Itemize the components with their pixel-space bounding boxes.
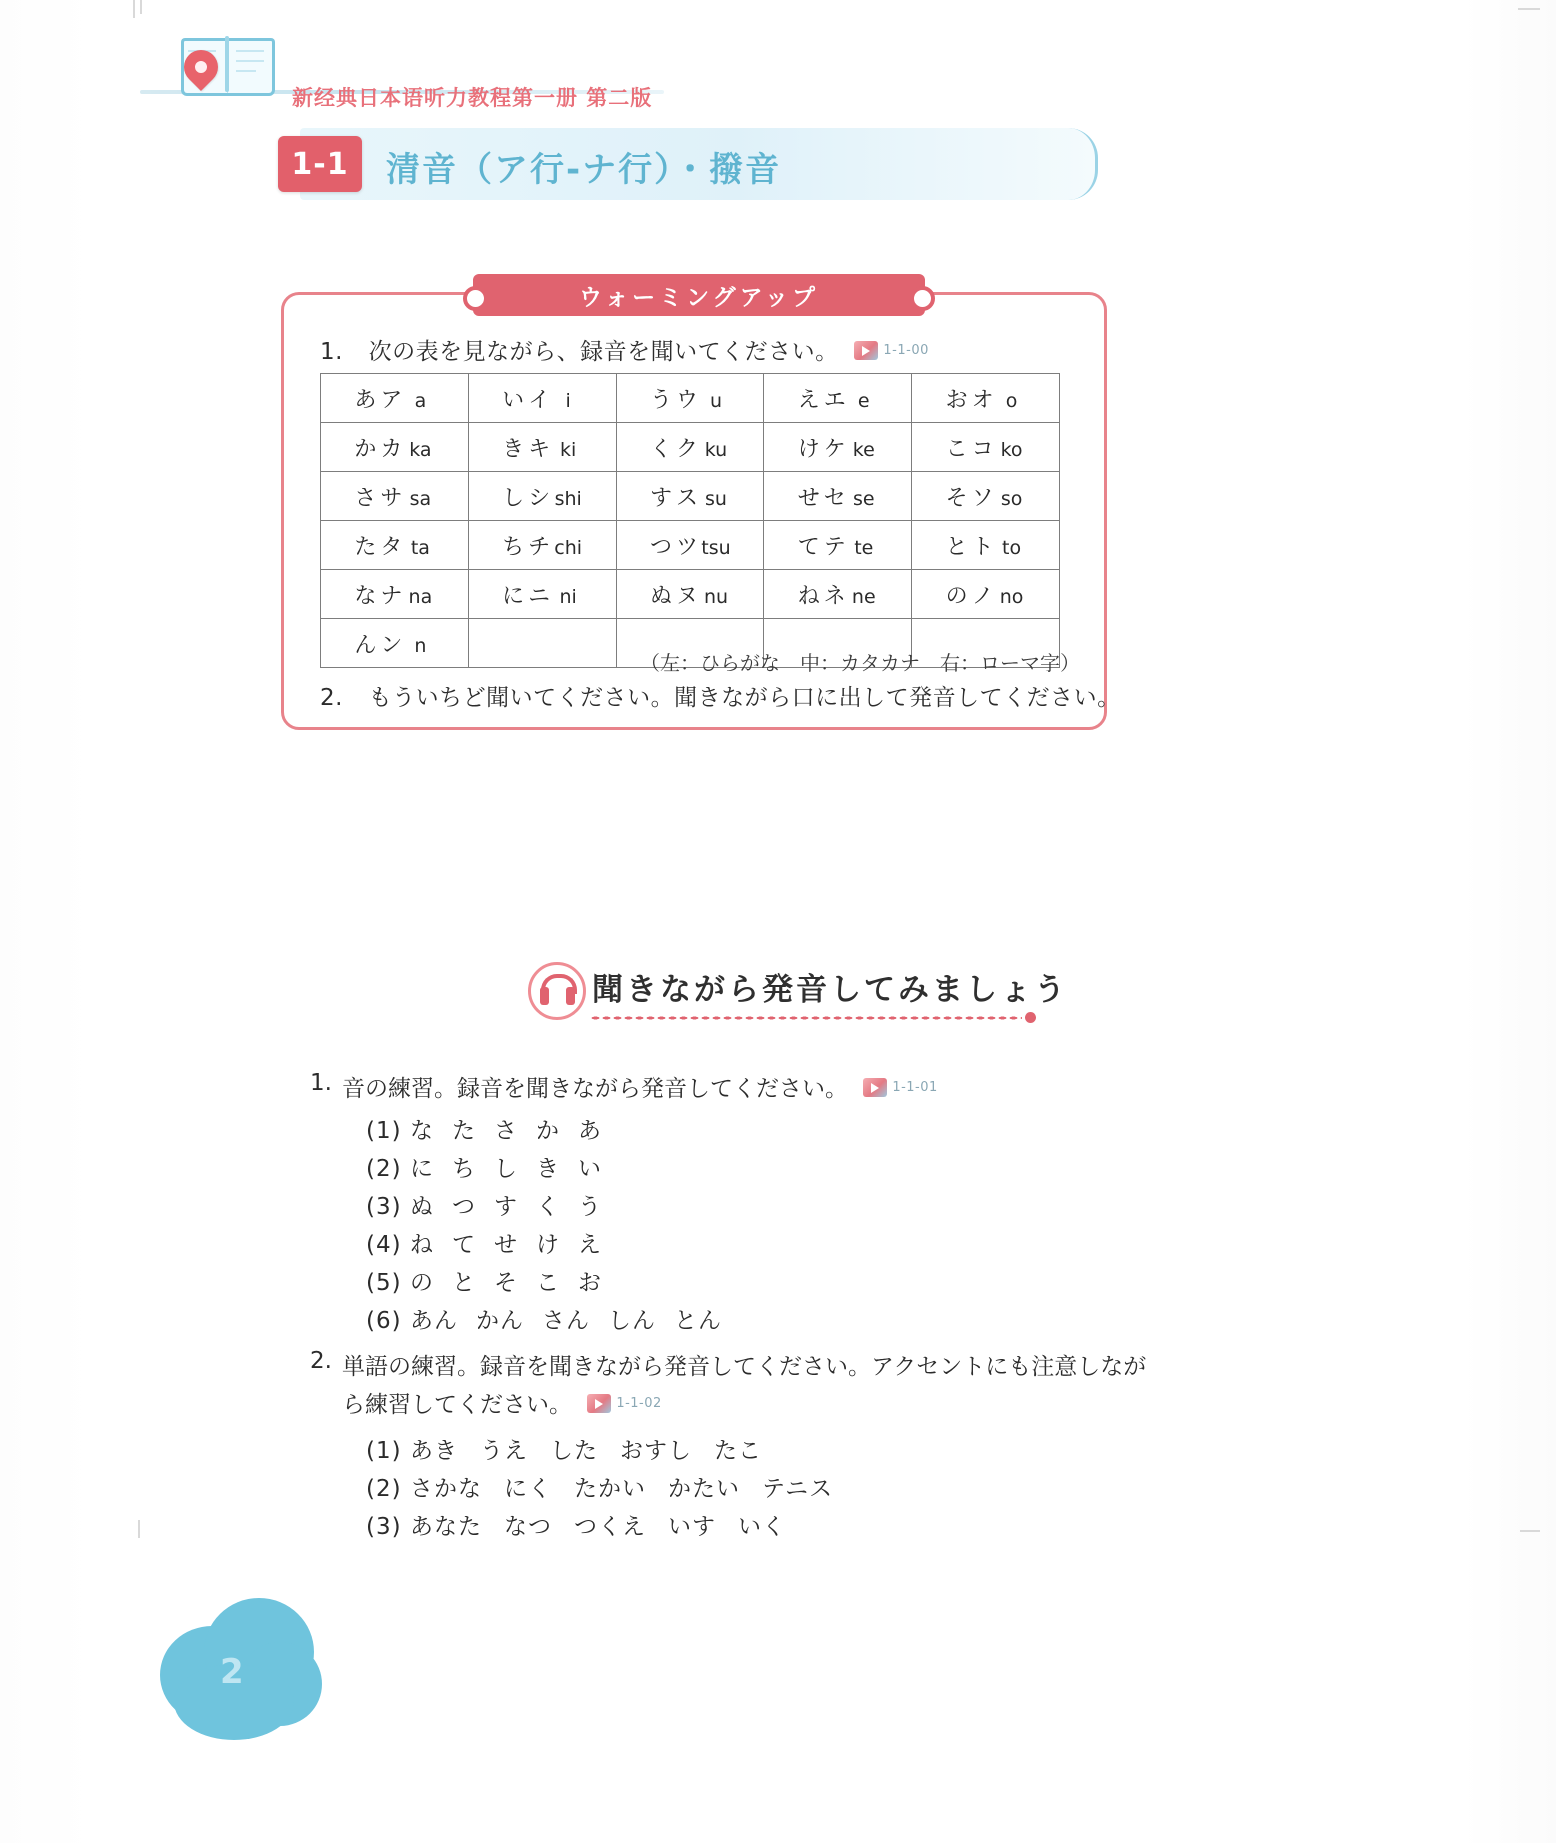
- hiragana-char: と: [945, 534, 968, 560]
- practice-heading-text: 聞きながら発音してみましょう: [592, 972, 1068, 1008]
- hiragana-char: ち: [502, 534, 525, 560]
- scan-artifact: [138, 1520, 140, 1538]
- romaji-char: n: [414, 634, 427, 657]
- item-token: に: [410, 1156, 434, 1182]
- romaji-char: te: [854, 536, 874, 559]
- exercise-2-items: [366, 1432, 855, 1546]
- hiragana-char: し: [502, 485, 525, 511]
- hiragana-char: い: [502, 387, 525, 413]
- katakana-char: ノ: [971, 583, 994, 609]
- item-token: け: [536, 1232, 560, 1258]
- item-token: にく: [504, 1476, 552, 1502]
- item-token: うえ: [480, 1438, 528, 1464]
- item-label: (4): [366, 1232, 402, 1258]
- item-token: う: [578, 1194, 602, 1220]
- item-token: い: [578, 1156, 602, 1182]
- katakana-char: ク: [675, 436, 698, 462]
- kana-table-cell: [912, 570, 1060, 619]
- warming-up-card: [281, 284, 1121, 730]
- kana-table-cell: [912, 472, 1060, 521]
- item-label: (1): [366, 1118, 402, 1144]
- romaji-char: ku: [704, 438, 728, 461]
- romaji-char: u: [709, 389, 722, 412]
- katakana-char: イ: [528, 387, 551, 413]
- kana-table-row: [321, 521, 1060, 570]
- hiragana-char: ぬ: [649, 583, 672, 609]
- exercise-item-line: [366, 1150, 740, 1188]
- item-token: たかい: [574, 1476, 646, 1502]
- kana-table-cell: [468, 374, 616, 423]
- romaji-char: shi: [554, 487, 582, 510]
- exercise-item-line: [366, 1264, 740, 1302]
- item-token: テニス: [762, 1476, 834, 1502]
- item-token: なつ: [504, 1514, 552, 1540]
- hiragana-char: き: [502, 436, 525, 462]
- exercise-2-stem-line1: 単語の練習。録音を聞きながら発音してください。アクセントにも注意しなが: [342, 1354, 1147, 1380]
- item-token: す: [494, 1194, 518, 1220]
- item-token: さん: [542, 1308, 590, 1334]
- kana-table-cell: [764, 472, 912, 521]
- kana-table-row: [321, 570, 1060, 619]
- hiragana-char: さ: [354, 485, 377, 511]
- kana-table-cell: [616, 570, 764, 619]
- kana-table-cell: [912, 374, 1060, 423]
- hiragana-char: た: [354, 534, 377, 560]
- exercise-item-line: [366, 1188, 740, 1226]
- item-token: かたい: [668, 1476, 740, 1502]
- item-token: し: [494, 1156, 518, 1182]
- scan-artifact: [133, 0, 135, 18]
- romaji-char: i: [565, 389, 571, 412]
- hiragana-char: お: [945, 387, 968, 413]
- katakana-char: シ: [528, 485, 551, 511]
- katakana-char: コ: [971, 436, 994, 462]
- katakana-char: ト: [971, 534, 994, 560]
- warmup-q1-text: 次の表を見ながら、録音を聞いてください。: [368, 339, 839, 365]
- item-label: (3): [366, 1194, 402, 1220]
- item-token: さ: [494, 1118, 518, 1144]
- item-token: とん: [674, 1308, 722, 1334]
- audio-tag-ex1[interactable]: [863, 1078, 937, 1097]
- warmup-question-1: [320, 333, 929, 366]
- romaji-char: chi: [554, 536, 583, 559]
- hiragana-char: せ: [797, 485, 820, 511]
- katakana-char: タ: [380, 534, 403, 560]
- item-token: の: [410, 1270, 434, 1296]
- katakana-char: ス: [675, 485, 698, 511]
- kana-table-cell: [912, 521, 1060, 570]
- hiragana-char: の: [945, 583, 968, 609]
- katakana-char: ア: [380, 387, 403, 413]
- hiragana-char: な: [354, 583, 377, 609]
- romaji-char: ni: [559, 585, 577, 608]
- exercise-2-stem-line2: [342, 1386, 662, 1419]
- romaji-char: ne: [851, 585, 876, 608]
- hiragana-char: そ: [945, 485, 968, 511]
- romaji-char: so: [1000, 487, 1023, 510]
- item-token: いく: [738, 1514, 786, 1540]
- lesson-title-bar: [291, 128, 1098, 200]
- item-token: しん: [608, 1308, 656, 1334]
- kana-table-cell: [468, 423, 616, 472]
- audio-play-icon: [854, 341, 878, 360]
- exercise-item-line: [366, 1432, 855, 1470]
- kana-table-cell: [616, 521, 764, 570]
- katakana-char: ケ: [823, 436, 846, 462]
- romaji-char: ki: [560, 438, 577, 461]
- romaji-char: no: [999, 585, 1024, 608]
- warmup-q2-number: 2.: [320, 685, 343, 711]
- katakana-char: キ: [528, 436, 551, 462]
- hiragana-char: え: [797, 387, 820, 413]
- scan-artifact: [1520, 1530, 1540, 1532]
- romaji-char: o: [1005, 389, 1018, 412]
- audio-code: 1-1-02: [616, 1396, 662, 1411]
- item-token: き: [536, 1156, 560, 1182]
- item-token: たこ: [714, 1438, 762, 1464]
- headphone-icon: [528, 962, 586, 1020]
- exercise-1-stem: [342, 1070, 938, 1103]
- kana-table-cell: [764, 570, 912, 619]
- warmup-question-2: [320, 679, 1121, 712]
- warmup-q1-number: 1.: [320, 339, 343, 365]
- item-token: いす: [668, 1514, 716, 1540]
- item-token: と: [452, 1270, 476, 1296]
- kana-table-cell: [321, 521, 469, 570]
- exercise-item-line: [366, 1302, 740, 1340]
- exercise-item-line: [366, 1508, 855, 1546]
- item-token: ち: [452, 1156, 476, 1182]
- kana-table-note: （左：ひらがな 中：カタカナ 右：ローマ字）: [640, 651, 1080, 675]
- audio-play-icon: [863, 1078, 887, 1097]
- item-token: た: [452, 1118, 476, 1144]
- item-token: つ: [452, 1194, 476, 1220]
- item-label: (2): [366, 1476, 402, 1502]
- audio-code: 1-1-01: [892, 1080, 938, 1095]
- audio-play-icon: [587, 1394, 611, 1413]
- katakana-char: ネ: [823, 583, 846, 609]
- kana-table-row: [321, 472, 1060, 521]
- kana-table-cell: [321, 423, 469, 472]
- item-label: (3): [366, 1514, 402, 1540]
- kana-table-cell: [616, 472, 764, 521]
- item-token: かん: [476, 1308, 524, 1334]
- item-token: した: [550, 1438, 598, 1464]
- warmup-q2-text: もういちど聞いてください。聞きながら口に出して発音してください。: [368, 685, 1121, 711]
- kana-table-cell: [321, 472, 469, 521]
- hiragana-char: ね: [797, 583, 820, 609]
- katakana-char: セ: [823, 485, 846, 511]
- romaji-char: nu: [703, 585, 729, 608]
- romaji-char: se: [852, 487, 875, 510]
- romaji-char: ta: [410, 536, 430, 559]
- katakana-char: ン: [380, 632, 403, 658]
- romaji-char: e: [857, 389, 870, 412]
- item-token: え: [578, 1232, 602, 1258]
- book-title: 新经典日本语听力教程第一册 第二版: [292, 86, 653, 110]
- romaji-char: na: [408, 585, 433, 608]
- scan-artifact: [1518, 8, 1540, 10]
- hiragana-char: す: [649, 485, 672, 511]
- kana-table-row: [321, 374, 1060, 423]
- hiragana-char: く: [649, 436, 672, 462]
- practice-section-heading: [520, 960, 1068, 1030]
- kana-table-row: [321, 423, 1060, 472]
- item-token: て: [452, 1232, 476, 1258]
- exercise-item-line: [366, 1470, 855, 1508]
- item-token: あき: [410, 1438, 458, 1464]
- item-token: あ: [578, 1118, 602, 1144]
- romaji-char: tsu: [701, 536, 731, 559]
- katakana-char: カ: [380, 436, 403, 462]
- katakana-char: サ: [380, 485, 403, 511]
- hiragana-char: う: [649, 387, 672, 413]
- katakana-char: ナ: [380, 583, 403, 609]
- romaji-char: sa: [409, 487, 432, 510]
- kana-table-cell: [616, 423, 764, 472]
- exercise-item-line: [366, 1112, 740, 1150]
- kana-table-cell: [468, 619, 616, 668]
- kana-table-cell: [468, 521, 616, 570]
- kana-table-cell: [468, 472, 616, 521]
- page-number-cloud: [150, 1590, 340, 1750]
- romaji-char: a: [414, 389, 427, 412]
- lesson-number: 1-1: [278, 136, 362, 192]
- exercise-2-number: 2.: [310, 1348, 332, 1374]
- lesson-title: 清音（ア行-ナ行）・撥音: [386, 150, 782, 190]
- item-label: (1): [366, 1438, 402, 1464]
- item-token: な: [410, 1118, 434, 1144]
- hiragana-char: け: [797, 436, 820, 462]
- kana-table-cell: [321, 374, 469, 423]
- katakana-char: ウ: [675, 387, 698, 413]
- romaji-char: ke: [852, 438, 875, 461]
- romaji-char: su: [705, 487, 727, 510]
- audio-tag-q1[interactable]: [854, 341, 928, 360]
- kana-table-cell: [321, 570, 469, 619]
- romaji-char: ko: [1000, 438, 1023, 461]
- katakana-char: テ: [823, 534, 846, 560]
- hiragana-char: つ: [649, 534, 672, 560]
- heading-underline: [590, 1016, 1022, 1020]
- item-token: そ: [494, 1270, 518, 1296]
- exercise-1-stem-text: 音の練習。録音を聞きながら発音してください。: [342, 1076, 848, 1102]
- item-token: ぬ: [410, 1194, 434, 1220]
- item-token: か: [536, 1118, 560, 1144]
- item-token: せ: [494, 1232, 518, 1258]
- hiragana-char: あ: [354, 387, 377, 413]
- item-label: (6): [366, 1308, 402, 1334]
- kana-table-cell: [468, 570, 616, 619]
- hiragana-char: か: [354, 436, 377, 462]
- item-token: こ: [536, 1270, 560, 1296]
- kana-table-cell: [764, 521, 912, 570]
- item-label: (2): [366, 1156, 402, 1182]
- katakana-char: オ: [971, 387, 994, 413]
- hiragana-char: て: [797, 534, 820, 560]
- katakana-char: チ: [528, 534, 551, 560]
- item-token: あん: [410, 1308, 458, 1334]
- katakana-char: ソ: [971, 485, 994, 511]
- romaji-char: to: [1002, 536, 1022, 559]
- hiragana-char: に: [502, 583, 525, 609]
- exercise-1-number: 1.: [310, 1070, 332, 1096]
- katakana-char: ニ: [528, 583, 551, 609]
- kana-table-cell: [616, 374, 764, 423]
- hiragana-char: こ: [945, 436, 968, 462]
- audio-tag-ex2[interactable]: [587, 1394, 661, 1413]
- running-header: [140, 24, 700, 110]
- kana-table-cell: [764, 374, 912, 423]
- item-token: く: [536, 1194, 560, 1220]
- exercise-1-items: [366, 1112, 740, 1340]
- item-label: (5): [366, 1270, 402, 1296]
- page-number: 2: [220, 1652, 244, 1692]
- kana-table-cell: [764, 423, 912, 472]
- exercise-2-stem-line2-text: ら練習してください。: [342, 1392, 572, 1418]
- katakana-char: ヌ: [675, 583, 698, 609]
- item-token: おすし: [620, 1438, 692, 1464]
- item-token: つくえ: [574, 1514, 646, 1540]
- audio-code: 1-1-00: [883, 343, 929, 358]
- item-token: あなた: [410, 1514, 482, 1540]
- exercise-item-line: [366, 1226, 740, 1264]
- item-token: お: [578, 1270, 602, 1296]
- item-token: ね: [410, 1232, 434, 1258]
- warming-up-banner: ウォーミングアップ: [473, 274, 925, 316]
- hiragana-char: ん: [354, 632, 377, 658]
- item-token: さかな: [410, 1476, 482, 1502]
- kana-table-cell: [912, 423, 1060, 472]
- katakana-char: ツ: [675, 534, 698, 560]
- katakana-char: エ: [823, 387, 846, 413]
- scan-artifact: [140, 0, 142, 14]
- romaji-char: ka: [409, 438, 432, 461]
- kana-table-cell: [321, 619, 469, 668]
- kana-table: [320, 373, 1060, 668]
